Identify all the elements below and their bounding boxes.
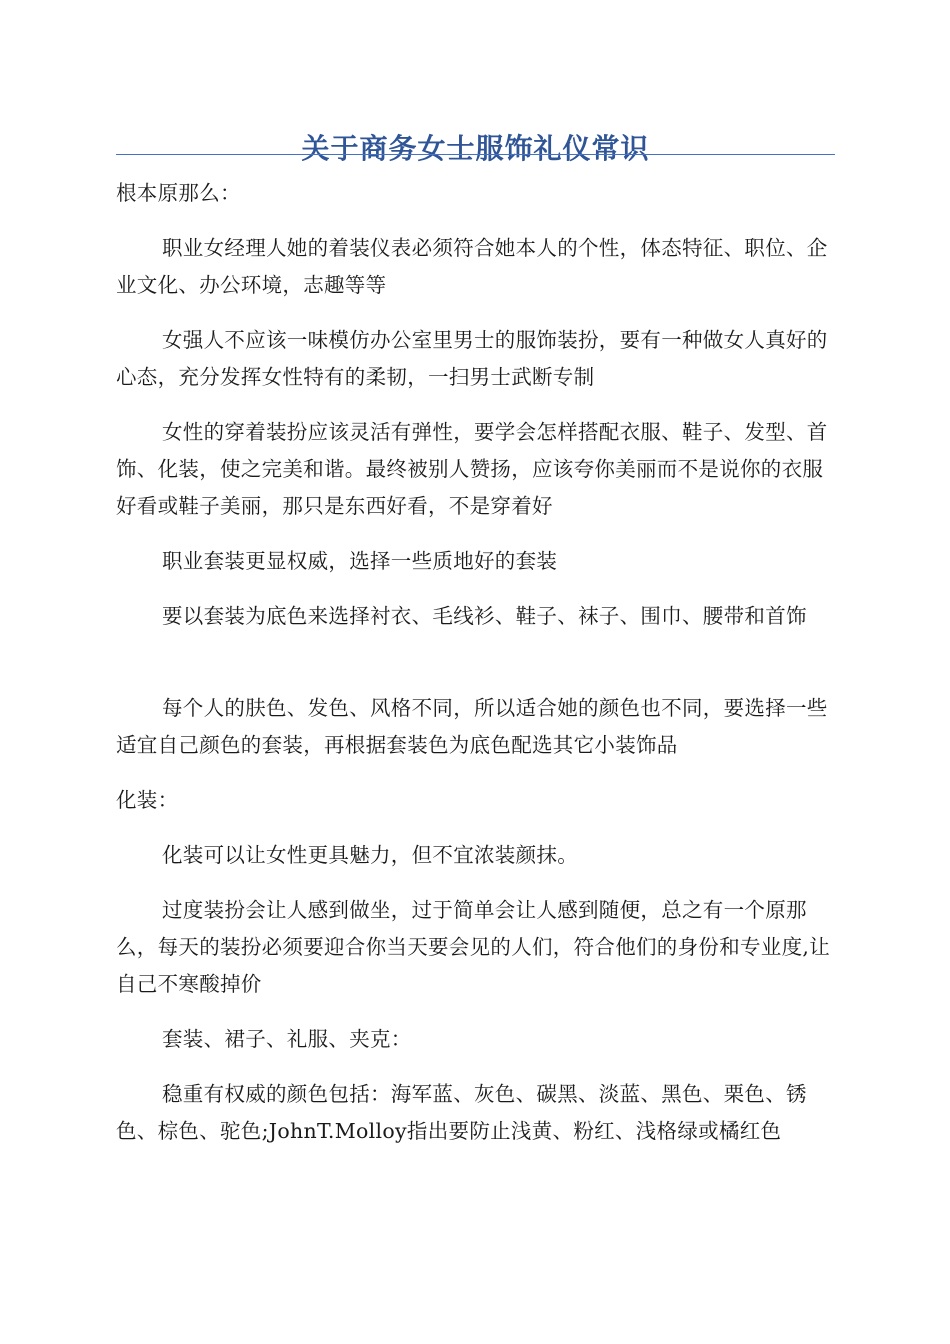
paragraph: 职业女经理人她的着装仪表必须符合她本人的个性，体态特征、职位、企业文化、办公环境，志趣等等 bbox=[116, 236, 828, 297]
paragraph: 职业套装更显权威，选择一些质地好的套装 bbox=[162, 549, 558, 573]
paragraph-heading-suits: 套装、裙子、礼服、夹克： bbox=[162, 1027, 412, 1051]
paragraph: 每个人的肤色、发色、风格不同，所以适合她的颜色也不同，要选择一些适宜自己颜色的套装，再根据套装色为底色配选其它小装饰品 bbox=[116, 696, 828, 757]
title-underline bbox=[116, 154, 835, 155]
paragraph: 稳重有权威的颜色包括：海军蓝、灰色、碳黑、淡蓝、黑色、栗色、锈色、棕色、驼色;JohnT.Molloy指出要防止浅黄、粉红、浅格绿或橘红色 bbox=[116, 1082, 807, 1143]
paragraph: 女性的穿着装扮应该灵活有弹性，要学会怎样搭配衣服、鞋子、发型、首饰、化装，使之完美和谐。最终被别人赞扬，应该夸你美丽而不是说你的衣服好看或鞋子美丽，那只是东西好看，不是穿着好 bbox=[116, 420, 828, 518]
paragraph: 过度装扮会让人感到做坐，过于简单会让人感到随便，总之有一个原那么，每天的装扮必须要迎合你当天要会见的人们，符合他们的身份和专业度,让自己不寒酸掉价 bbox=[116, 898, 831, 996]
paragraph-heading-makeup: 化装： bbox=[116, 788, 179, 812]
paragraph-heading-basic-principle: 根本原那么： bbox=[116, 181, 241, 205]
paragraph: 要以套装为底色来选择衬衣、毛线衫、鞋子、袜子、围巾、腰带和首饰 bbox=[162, 604, 807, 628]
document-title: 关于商务女士服饰礼仪常识 bbox=[301, 131, 650, 165]
paragraph: 女强人不应该一味模仿办公室里男士的服饰装扮，要有一种做女人真好的心态，充分发挥女性特有的柔韧，一扫男士武断专制 bbox=[116, 328, 828, 389]
paragraph: 化装可以让女性更具魅力，但不宜浓装颜抹。 bbox=[162, 843, 578, 867]
